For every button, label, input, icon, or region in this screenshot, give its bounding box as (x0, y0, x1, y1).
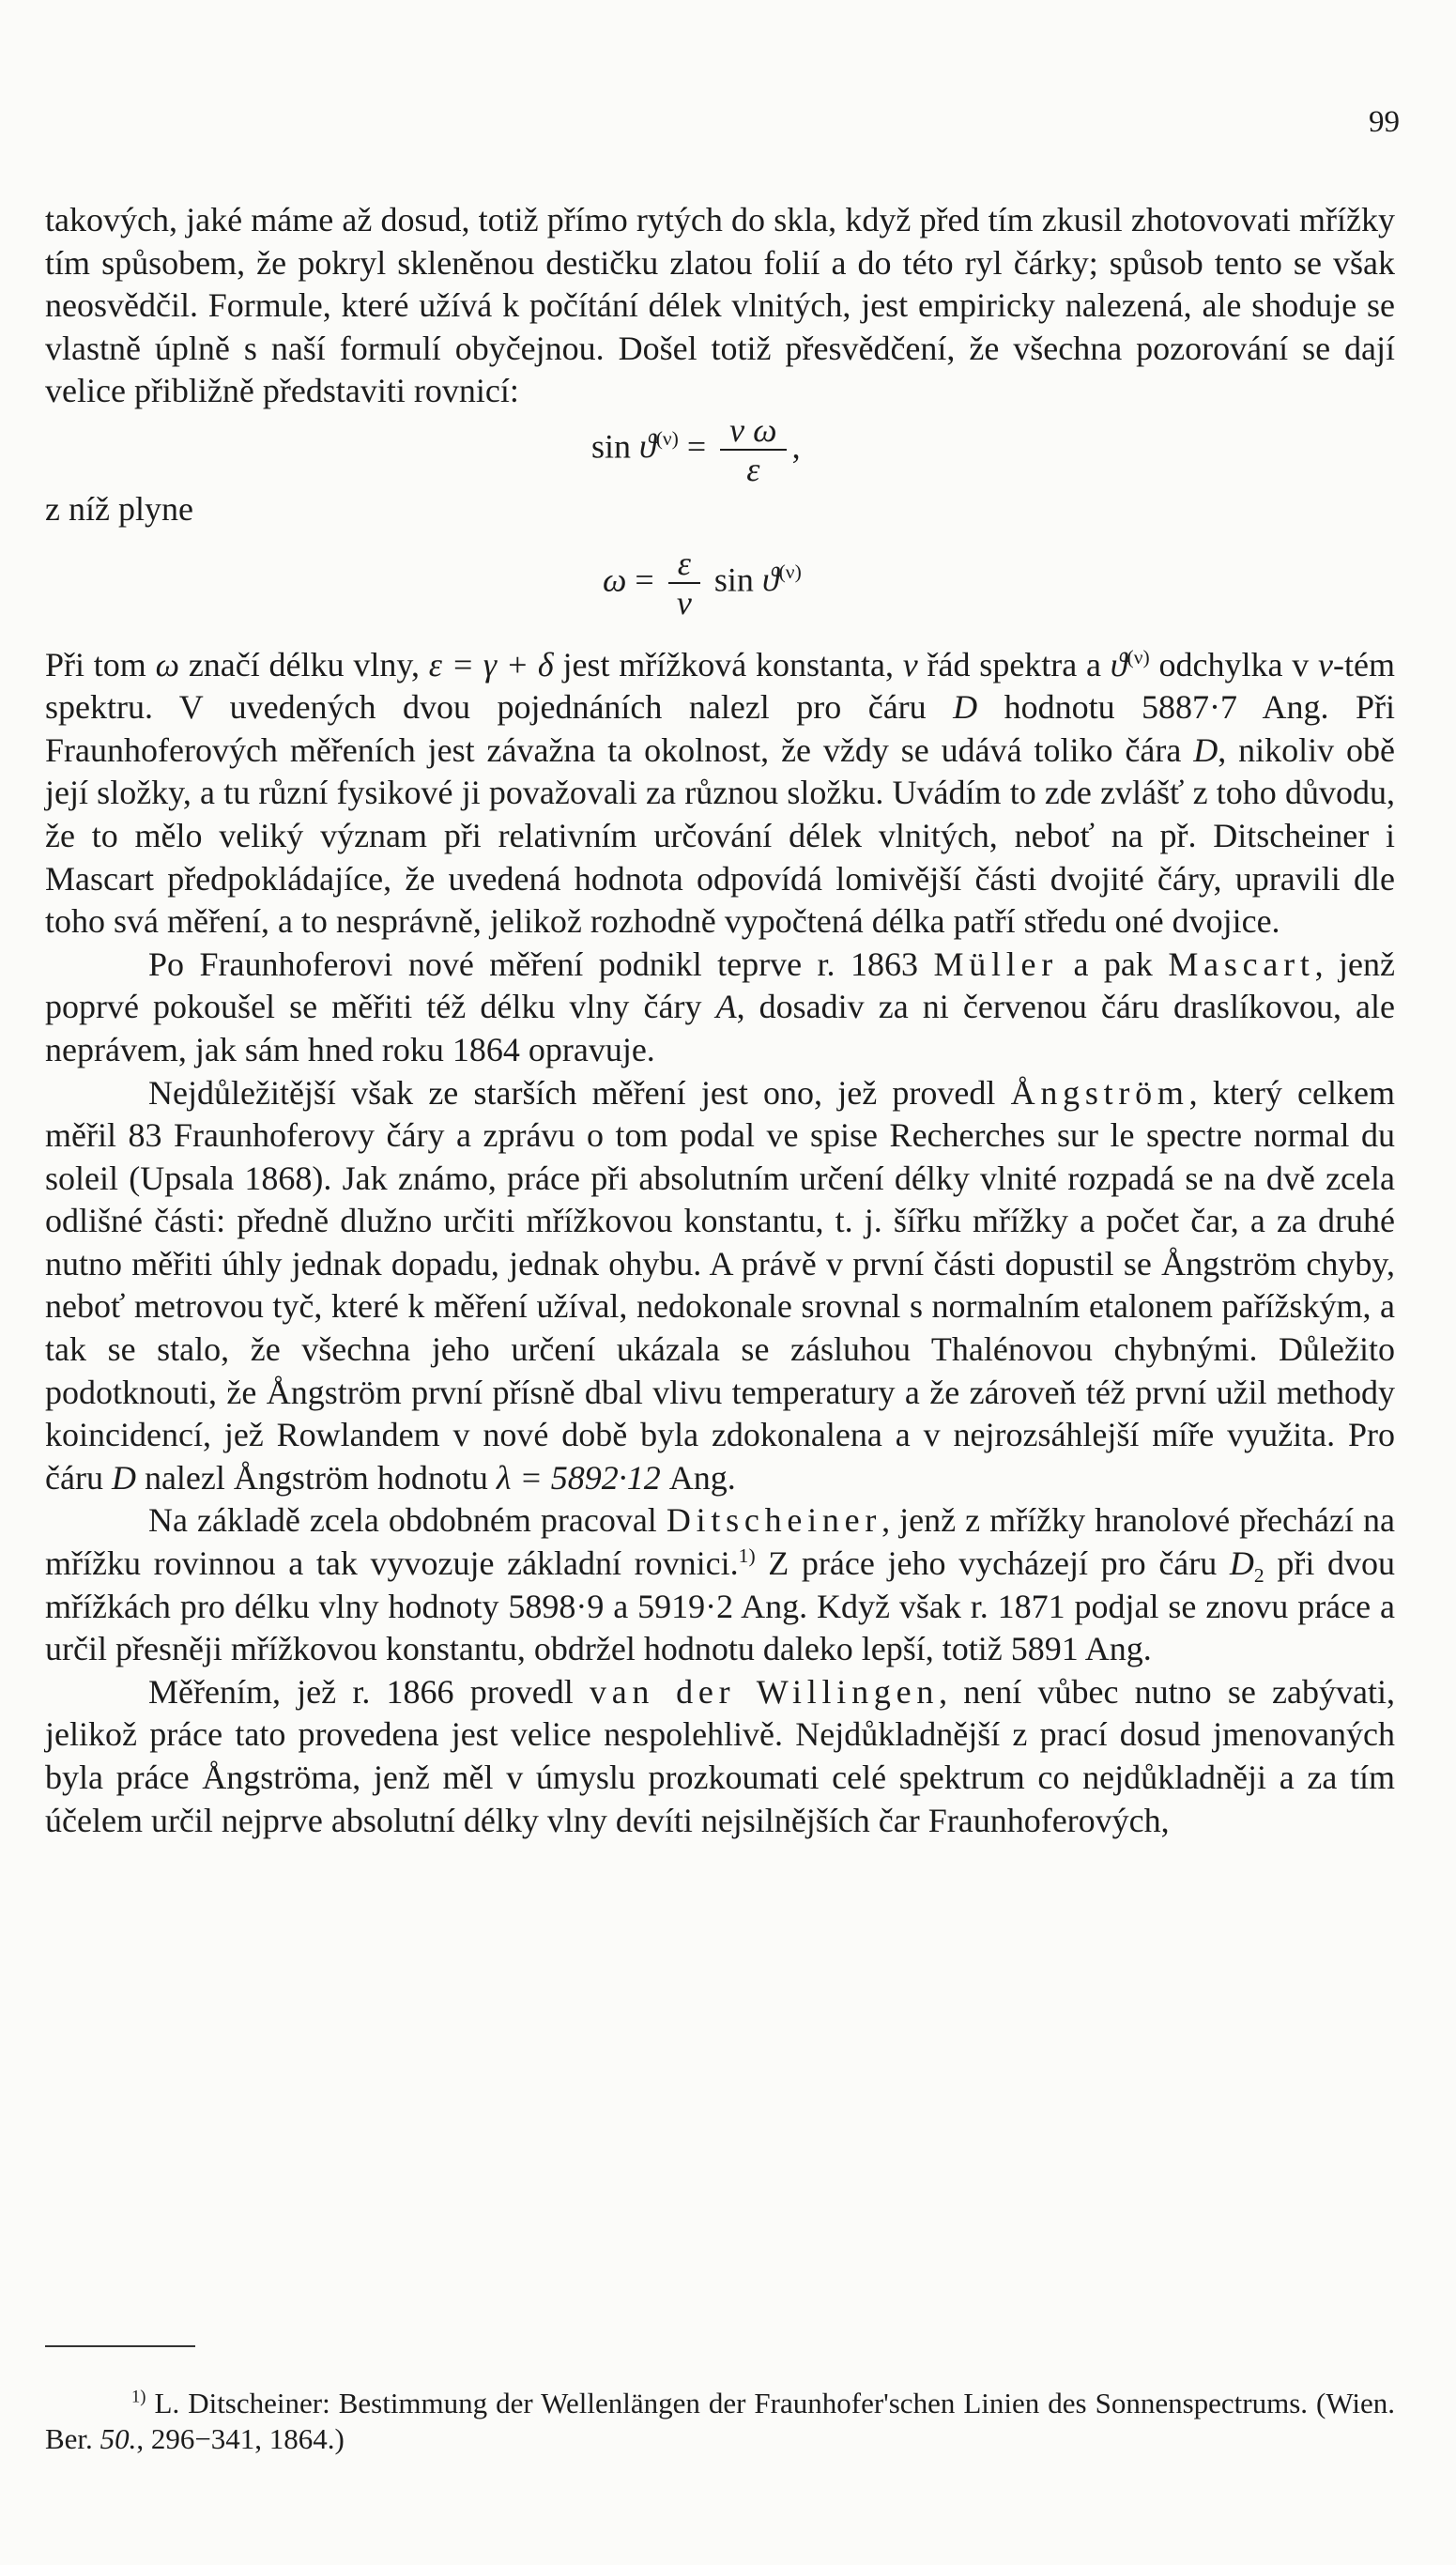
eq1-theta: $ϑ^{(\nu)}$ (639, 427, 679, 466)
eq1-trail: , (791, 427, 801, 466)
footnote-rule (45, 2345, 195, 2347)
equation-1 (45, 410, 1395, 488)
paragraph-6: Na základě zcela obdobném pracoval Ditscheiner, jenž z mřížky hranolové přechází na mřížku rovinnou a tak vyvozuje základní rovnici.$^{1)}$ Z práce jeho vycházejí pro čáru $D_2$ při dvou mřížkách pro délku vlny hodnoty 5898·9 a 5919·2 Ang. Když však r. 1871 podjal se znovu práce a určil přesněji mřížkovou konstantu, obdržel hodnotu daleko lepší, totiž 5891 Ang. (45, 1501, 1395, 1668)
eq2-sin: sin (713, 560, 754, 598)
footnote-marker: 1) (131, 2387, 146, 2407)
paragraph-5: Nejdůležitější však ze starších měření jest ono, jež provedl Ångström, který celkem měřil 83 Fraunhoferovy čáry a zprávu o tom podal ve spise Recherches sur le spectre normal du soleil (Upsala 1868). Jak známo, práce při absolutním určení délky vlnité rozpadá se na dvě zcela odlišné části: předně dlužno určiti mřížkovou konstantu, t. j. šířku mřížky a počet čar, a za druhé nutno měřiti úhly jednak dopadu, jednak ohybu. A právě v první části dopustil se Ångström chyby, neboť metrovou tyč, které k měření užíval, nedokonale srovnal s normalním etalonem pařížským, a tak se stalo, že všechna jeho určení ukázala se zásluhou Thalénovou chybnými. Důležito podotknouti, že Ångström první přísně dbal vlivu temperatury a že zároveň též první užil methody koincidencí, jež Rowlandem v nové době byla zdokonalena a v nejrozsáhlejší míře využita. Pro čáru D nalezl Ångström hodnotu λ = 5892·12 Ang. (45, 1073, 1395, 1497)
eq2-omega: ω (603, 560, 627, 598)
eq1-denominator: ε (746, 450, 760, 488)
page-number: 99 (1369, 105, 1400, 139)
footnote: $^{1)}$ L. Ditscheiner: Bestimmung der Wellenlängen der Fraunhofer'schen Linien des Sonnenspectrums. (Wien. Ber. 50., 296−341, 1864.) (45, 2387, 1395, 2455)
paragraph-4: Po Fraunhoferovi nové měření podnikl teprve r. 1863 Müller a pak Mascart, jenž poprvé pokoušel se měřiti též délku vlny čáry A, dosadiv za ni červenou čáru draslíkovou, ale neprávem, jak sám hned roku 1864 opravuje. (45, 945, 1395, 1068)
paragraph-7: Měřením, jež r. 1866 provedl van der Willingen, není vůbec nutno se zabývati, jelikož práce tato provedena jest velice nespolehlivě. Nejdůkladnější z prací dosud jmenovaných byla práce Ångströma, jenž měl v úmyslu prozkoumati celé spektrum co nejdůkladněji a za tím účelem určil nejprve absolutní délky vlny devíti nejsilnějších čar Fraunhoferových, (45, 1672, 1395, 1839)
eq1-numerator: ν ω (720, 411, 786, 451)
eq2-equals: = (635, 560, 654, 598)
paragraph-3: Při tom ω značí délku vlny, ε = γ + δ jest mřížková konstanta, ν řád spektra a $ϑ^{(\nu)}$ odchylka v ν-tém spektru. V uvedených dvou pojednáních nalezl pro čáru D hodnotu 5887·7 Ang. Při Fraunhoferových měřeních jest závažna ta okolnost, že vždy se udává toliko čára D, nikoliv obě její složky, a tu různí fysikové ji považovali za různou složku. Uvádím to zde zvlášť z toho důvodu, že to mělo veliký význam při relativním určování délek vlnitých, neboť na př. Ditscheiner i Mascart předpokládajíce, že uvedená hodnota odpovídá lomivější části dvojité čáry, upravili dle toho svá měření, a to nesprávně, jelikož rozhodně vypočtená délka patří středu oné dvojice. (45, 645, 1395, 941)
footnote-ref: 1) (738, 1544, 756, 1568)
eq1-sin: sin (591, 427, 632, 466)
eq1-fraction (720, 411, 786, 488)
eq2-theta: $ϑ^{(\nu)}$ (761, 560, 802, 598)
eq2-denominator: ν (676, 583, 692, 622)
eq2-fraction (668, 545, 700, 622)
paragraph-intro: z níž plyne (45, 489, 193, 528)
equation-2 (45, 531, 1395, 633)
eq1-equals: = (686, 427, 707, 466)
paragraph-1: takových, jaké máme až dosud, totiž přímo rytých do skla, když před tím zkusil zhotovovati mřížky tím spůsobem, že pokryl skleněnou destičku zlatou folií a do této ryl čárky; spůsob tento se však neosvědčil. Formule, které užívá k počítání délek vlnitých, jest empiricky nalezená, ale shoduje se vlastně úplně s naší formulí obyčejnou. Došel totiž přesvědčení, že všechna pozorování se dají velice přibližně představiti rovnicí: (45, 201, 1395, 410)
eq2-numerator: ε (668, 545, 700, 584)
body-text (45, 199, 1395, 1842)
